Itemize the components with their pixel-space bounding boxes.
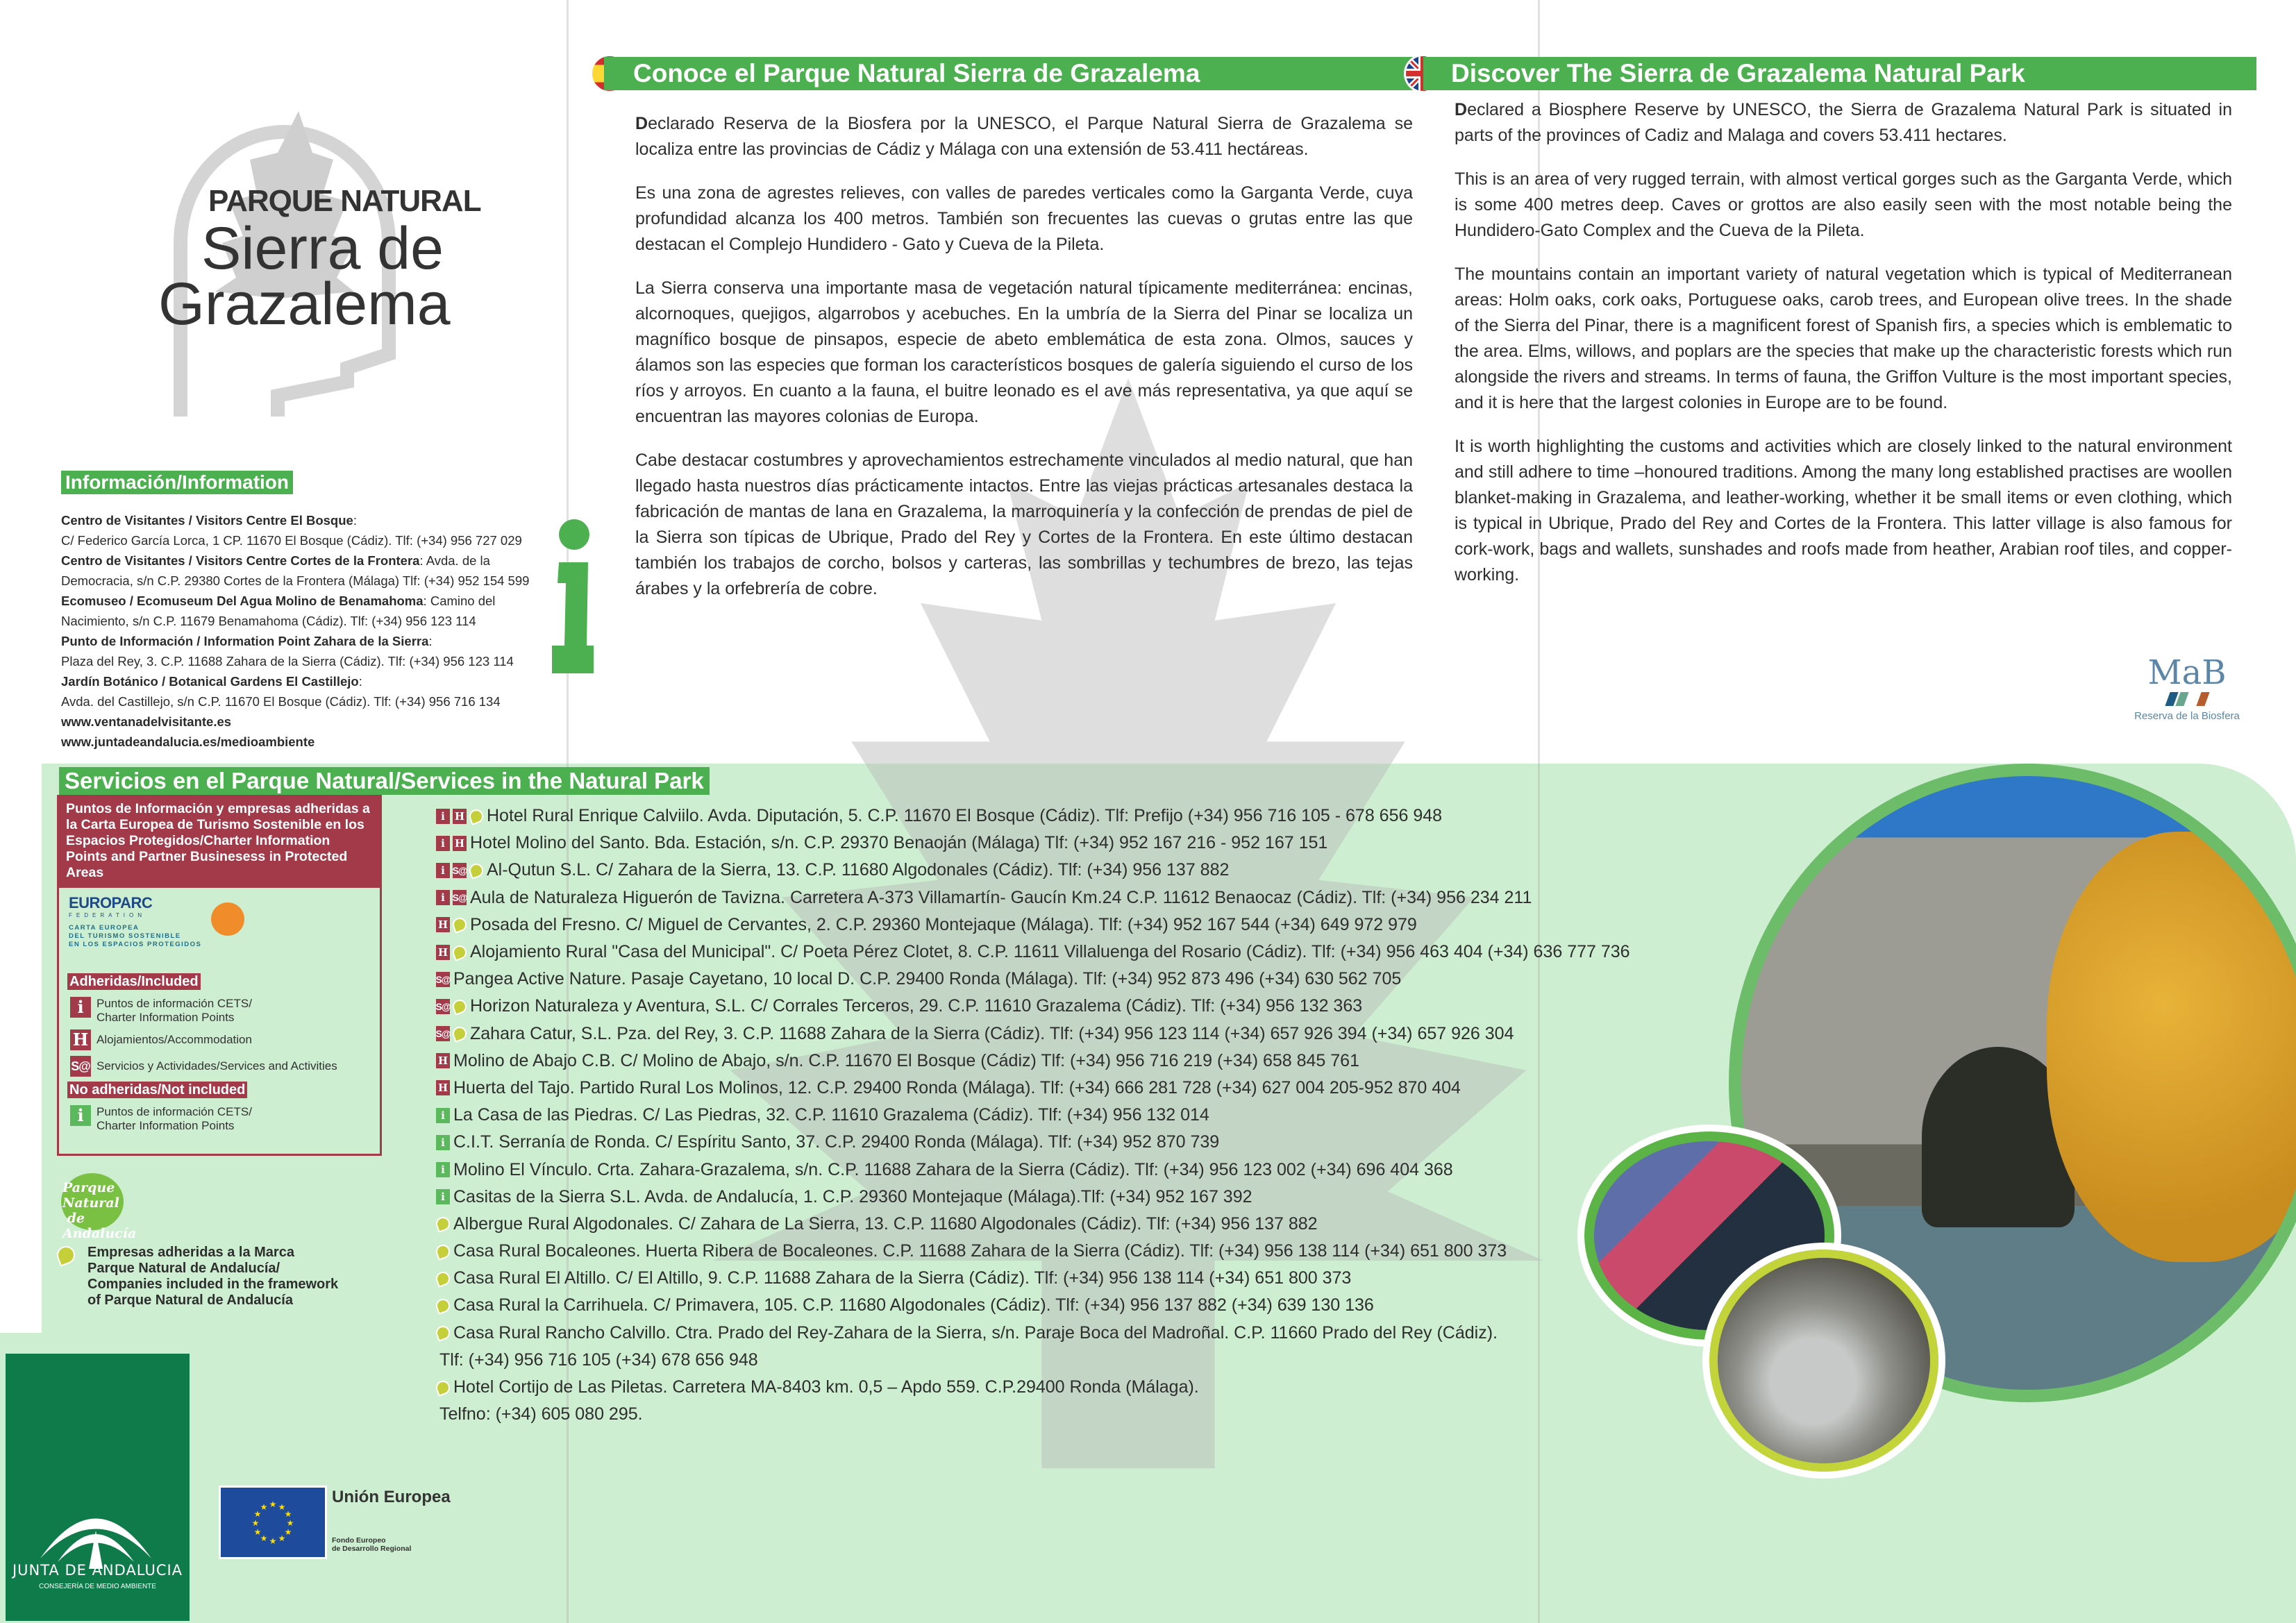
service-text: Hotel Cortijo de Las Piletas. Carretera MA-8403 km. 0,5 – Apdo 559. C.P.29400 Ronda (Málaga).: [453, 1377, 1199, 1397]
accommodation-icon: H: [453, 809, 467, 824]
leaf-icon: [434, 1324, 452, 1342]
english-paragraph: The mountains contain an important variety of natural vegetation which is typical of Mediterranean areas: Holm oaks, cork oaks, Portuguese oaks, carob trees, and European olive trees. In the shade of the Sierra del Pinar, there is a magnificent forest of Spanish firs, a species which is emblematic to the area. Elms, willows, and poplars are the species that make up the characteristic forests which run alongside the rivers and streams. In terms of fauna, the Griffon Vulture is the most important species, and it is here that the largest colonies in Europe are to be found.: [1455, 264, 2232, 412]
spanish-paragraph: Declarado Reserva de la Biosfera por la UNESCO, el Parque Natural Sierra de Grazalema se localiza entre las provincias de Cádiz y Málaga con una extensión de 53.411 hectáreas.: [635, 114, 1413, 159]
service-listing: [436, 1129, 1686, 1156]
service-text: Tlf: (+34) 956 716 105 (+34) 678 656 948: [439, 1349, 758, 1370]
marca-text-line: Parque Natural de Andalucía/: [87, 1261, 280, 1276]
leaf-icon: [451, 1025, 469, 1043]
charter-legend-box: [57, 795, 382, 1156]
service-icons: [436, 1162, 450, 1177]
info-entry-sep: :: [428, 634, 433, 648]
eu-subtitle-line: de Desarrollo Regional: [332, 1545, 412, 1553]
service-listing: [436, 802, 1686, 830]
leaf-icon: [467, 861, 485, 880]
service-icons: [436, 1381, 450, 1395]
info-entry-title: Centro de Visitantes / Visitors Centre Cortes de la Frontera: [61, 553, 420, 568]
service-text: Molino El Vínculo. Crta. Zahara-Grazalema, s/n. C.P. 11688 Zahara de la Sierra (Cádiz). Tlf: (+34) 956 123 002 (+34) 696 404 368: [453, 1159, 1453, 1179]
info-entry-detail: C/ Federico García Lorca, 1 CP. 11670 El Bosque (Cádiz). Tlf: (+34) 956 727 029: [61, 533, 522, 548]
svg-text:★: ★: [251, 1518, 260, 1528]
parque-natural-andalucia-logo: [57, 1173, 161, 1241]
english-section-header: Discover The Sierra de Grazalema Natural Park: [1423, 57, 2256, 90]
marca-legend: [57, 1245, 338, 1309]
service-icons: [436, 945, 467, 960]
info-point-icon: i: [436, 836, 450, 851]
junta-subtitle: CONSEJERÍA DE MEDIO AMBIENTE: [39, 1583, 156, 1590]
service-icons: [436, 1245, 450, 1259]
leaf-icon: [434, 1379, 452, 1397]
service-text: Pangea Active Nature. Pasaje Cayetano, 10 local D. C.P. 29400 Ronda (Málaga). Tlf: (+34) 952 873 496 (+34) 630 562 705: [453, 969, 1402, 989]
service-icons: [436, 1189, 450, 1204]
service-icons: [436, 1272, 450, 1286]
accommodation-icon: H: [436, 917, 450, 932]
leaf-icon: [451, 943, 469, 961]
logo-title-line3: Grazalema: [158, 271, 451, 337]
milk-cans-photo: [1709, 1250, 1938, 1472]
accommodation-icon: H: [70, 1029, 91, 1050]
services-activities-icon: S@: [453, 890, 467, 905]
english-text: [1455, 97, 2232, 606]
service-text: Telfno: (+34) 605 080 295.: [439, 1404, 643, 1424]
service-text: Casa Rural la Carrihuela. C/ Primavera, 105. C.P. 11680 Algodonales (Cádiz). Tlf: (+34) 956 137 882 (+34) 639 130 136: [453, 1295, 1374, 1315]
service-listing: [436, 1347, 1686, 1374]
info-entry-sep: :: [353, 513, 357, 528]
info-entry: [61, 591, 533, 631]
service-text: C.I.T. Serranía de Ronda. C/ Espíritu Santo, 37. C.P. 29400 Ronda (Málaga). Tlf: (+34) 952 870 739: [453, 1132, 1220, 1152]
service-icons: [436, 972, 450, 987]
info-point-icon: i: [436, 1189, 450, 1204]
leaf-icon: [467, 807, 485, 825]
leaf-icon: [54, 1243, 77, 1266]
legend-text: Servicios y Actividades/Services and Activities: [97, 1059, 337, 1073]
service-listing: [436, 1156, 1686, 1183]
spanish-paragraph: Es una zona de agrestes relieves, con valles de paredes verticales como la Garganta Verde, cuya profundidad alcanza los 400 metros. También son frecuentes las cuevas o grutas entre las que destacan el Complejo Hundidero - Gato y Cueva de la Pileta.: [635, 183, 1413, 254]
europarc-subtitle-line: EN LOS ESPACIOS PROTEGIDOS: [69, 941, 202, 948]
service-listing: [436, 966, 1686, 993]
legend-text: Alojamientos/Accommodation: [97, 1033, 252, 1046]
info-entry: [61, 671, 533, 712]
mab-caption: Reserva de la Biosfera: [2134, 710, 2240, 722]
service-listing: [436, 993, 1686, 1020]
europarc-federation: FEDERATION: [69, 912, 146, 918]
service-text: Casitas de la Sierra S.L. Avda. de Andalucía, 1. C.P. 29360 Montejaque (Málaga).Tlf: (+34) 952 167 392: [453, 1186, 1252, 1206]
marca-text-line: of Parque Natural de Andalucía: [87, 1293, 293, 1308]
english-paragraph: This is an area of very rugged terrain, with almost vertical gorges such as the Garganta Verde, which is some 400 metres deep. Caves or grottos are also easily seen with the most notable being the Hundidero-Gato Complex and the Cueva de la Pileta.: [1455, 169, 2232, 240]
services-activities-icon: S@: [436, 972, 450, 987]
eu-subtitle: [332, 1536, 411, 1553]
service-listing: [436, 1184, 1686, 1211]
drop-cap: D: [635, 114, 648, 133]
europarc-subtitle-line: CARTA EUROPEA: [69, 924, 140, 932]
service-listing: [436, 884, 1686, 911]
service-text: Posada del Fresno. C/ Miguel de Cervantes, 2. C.P. 29360 Montejaque (Málaga). Tlf: (+34) 952 167 544 (+34) 649 972 979: [470, 914, 1417, 934]
drop-cap: D: [1455, 100, 1468, 119]
spanish-paragraph: Cabe destacar costumbres y aprovechamientos estrechamente vinculados al medio natural, que han llegado hasta nuestros días prácticamente intactos. Entre las viejas prácticas artesanales destaca la fabricación de mantas de lana en Grazalema, la marroquinería y la confección de prendas de piel de la Sierra son típicas de Ubrique, Prado del Rey y Cortes de la Frontera. En este último destacan también los trabajos de corcho, bolsos y carteras, las sombrillas y techumbres de brezo, las tejas árabes y la orfebrería de cobre.: [635, 451, 1413, 598]
svg-text:★: ★: [253, 1509, 262, 1519]
info-point-icon: i: [436, 809, 450, 824]
information-list: [61, 510, 533, 752]
service-text: Horizon Naturaleza y Aventura, S.L. C/ Corrales Terceros, 29. C.P. 11610 Grazalema (Cádiz). Tlf: (+34) 956 132 363: [470, 996, 1363, 1016]
eu-flag-icon: [219, 1486, 327, 1559]
info-entry: [61, 510, 533, 550]
not-included-label: No adheridas/Not included: [67, 1082, 247, 1098]
pn-logo-text: [62, 1180, 161, 1241]
legend-text: Puntos de información CETS/: [97, 997, 252, 1010]
service-text: Casa Rural Rancho Calvillo. Ctra. Prado del Rey-Zahara de la Sierra, s/n. Paraje Boca del Madroñal. C.P. 11660 Prado del Rey (Cádiz).: [453, 1322, 1498, 1343]
included-label: Adheridas/Included: [67, 973, 201, 990]
svg-text:★: ★: [284, 1509, 292, 1519]
info-entry-title: Centro de Visitantes / Visitors Centre El Bosque: [61, 513, 353, 528]
english-paragraph: It is worth highlighting the customs and activities which are closely linked to the natural environment and still adhere to time –honoured traditions. Among the many long established practises are woollen blanket-making in Grazalema, and leather-working, whether it be small items or even clothing, which is typical in Ubrique, Prado del Rey and Cortes de la Frontera. This latter village is also famous for cork-work, bags and wallets, sunshades and roofs made from heather, Arabian roof tiles, and copper-working.: [1455, 437, 2232, 585]
info-point-icon: i: [70, 1105, 91, 1126]
service-icons: [436, 809, 483, 824]
europarc-subtitle: [69, 924, 277, 949]
legend-text: Puntos de información CETS/: [97, 1105, 252, 1118]
service-icons: [436, 863, 483, 878]
service-listing: [436, 1374, 1686, 1401]
spanish-text: [635, 111, 1413, 620]
service-icons: [436, 1299, 450, 1313]
legend-item: [70, 997, 252, 1025]
service-icons: [436, 1080, 450, 1095]
europarc-logo: [69, 894, 277, 964]
legend-item: [70, 1029, 252, 1050]
accommodation-icon: H: [436, 1080, 450, 1095]
svg-text:★: ★: [284, 1527, 292, 1537]
junta-andalucia-logo: [6, 1354, 190, 1621]
info-entry-title: Punto de Información / Information Point Zahara de la Sierra: [61, 634, 429, 648]
charter-title: Puntos de Información y empresas adheridas a la Carta Europea de Turismo Sostenible en los Espacios Protegidos/Charter Information Points and Partner Businesess in Protected Areas: [59, 797, 380, 888]
leaf-icon: [451, 998, 469, 1016]
svg-text:★: ★: [260, 1502, 268, 1512]
leaf-icon: [434, 1297, 452, 1315]
information-header: Información/Information: [61, 471, 293, 494]
service-icons: [436, 1053, 450, 1068]
service-text: Aula de Naturaleza Higuerón de Tavizna. Carretera A-373 Villamartín- Gaucín Km.24 C.P. 11612 Benaocaz (Cádiz). Tlf: (+34) 956 234 211: [470, 887, 1532, 907]
service-text: Casa Rural El Altillo. C/ El Altillo, 9. C.P. 11688 Zahara de la Sierra (Cádiz). Tlf: (+34) 956 138 114 (+34) 651 800 373: [453, 1268, 1352, 1288]
service-icons: [436, 890, 467, 905]
info-entry-sep: :: [419, 553, 424, 568]
marca-text-line: Companies included in the framework: [87, 1277, 339, 1292]
junta-name: JUNTA DE ANDALUCIA: [12, 1562, 183, 1579]
info-entry: [61, 631, 533, 671]
info-i-icon: [552, 562, 594, 680]
service-icons: [436, 836, 467, 851]
info-entry-sep: :: [423, 594, 427, 608]
services-activities-icon: S@: [453, 863, 467, 878]
service-listing: [436, 1048, 1686, 1075]
website-link[interactable]: www.juntadeandalucia.es/medioambiente: [61, 734, 315, 749]
europarc-globe-icon: [211, 902, 244, 936]
service-icons: [436, 1108, 450, 1123]
pn-logo-line: Parque Natural: [62, 1180, 119, 1211]
service-icons: [436, 1026, 467, 1041]
mab-mark: MaB: [2147, 653, 2227, 692]
autumn-tree: [2047, 832, 2296, 1262]
svg-text:★: ★: [253, 1527, 262, 1537]
leaf-icon: [451, 916, 469, 934]
service-listing: [436, 1320, 1686, 1347]
service-text: Huerta del Tajo. Partido Rural Los Molinos, 12. C.P. 29400 Ronda (Málaga). Tlf: (+34) 666 281 728 (+34) 627 004 205-952 870 404: [453, 1077, 1461, 1098]
info-entry-title: Jardín Botánico / Botanical Gardens El Castillejo: [61, 674, 359, 689]
eu-subtitle-line: Fondo Europeo: [332, 1536, 386, 1545]
spanish-section-header: Conoce el Parque Natural Sierra de Grazalema: [604, 57, 1439, 90]
mab-biosphere-logo: [2111, 653, 2263, 722]
service-listing: [436, 1020, 1686, 1048]
accommodation-icon: H: [453, 836, 467, 851]
info-point-icon: i: [436, 1135, 450, 1150]
info-point-icon: i: [436, 890, 450, 905]
service-text: Hotel Rural Enrique Calviilo. Avda. Diputación, 5. C.P. 11670 El Bosque (Cádiz). Tlf: Prefijo (+34) 956 716 105 - 678 656 948: [487, 806, 1443, 826]
service-icons: [436, 1326, 450, 1340]
info-entry-sep: :: [358, 674, 362, 689]
legend-item: [70, 1105, 252, 1133]
website-link[interactable]: www.ventanadelvisitante.es: [61, 714, 232, 729]
mab-stripes: [2111, 692, 2263, 706]
services-list: [436, 802, 1686, 1428]
info-entry-detail: Plaza del Rey, 3. C.P. 11688 Zahara de la Sierra (Cádiz). Tlf: (+34) 956 123 114: [61, 654, 514, 668]
europarc-name: EUROPARC: [69, 894, 153, 911]
info-entry-detail: Avda. del Castillejo, s/n C.P. 11670 El Bosque (Cádiz). Tlf: (+34) 956 716 134: [61, 694, 501, 709]
service-text: Hotel Molino del Santo. Bda. Estación, s/n. C.P. 29370 Benaoján (Málaga) Tlf: (+34) 952 167 216 - 952 167 151: [470, 833, 1328, 853]
info-point-icon: i: [436, 863, 450, 878]
svg-text:★: ★: [278, 1502, 286, 1512]
service-text: Molino de Abajo C.B. C/ Molino de Abajo, s/n. C.P. 11670 El Bosque (Cádiz) Tlf: (+34) 956 716 219 (+34) 658 845 761: [453, 1050, 1359, 1070]
info-point-icon: i: [436, 1108, 450, 1123]
service-icons: [436, 917, 467, 932]
junta-arch-icon: [33, 1492, 158, 1569]
svg-text:★: ★: [278, 1533, 286, 1543]
info-entry-detail: Camino del Nacimiento, s/n C.P. 11679 Benamahoma (Cádiz). Tlf: (+34) 956 123 114: [61, 594, 496, 628]
svg-text:★: ★: [269, 1536, 277, 1546]
legend-item: [70, 1056, 337, 1077]
service-listing: [436, 1075, 1686, 1102]
logo-title-line2: Sierra de: [201, 215, 444, 282]
service-listing: [436, 911, 1686, 939]
marca-text: [87, 1245, 338, 1309]
leaf-icon: [434, 1243, 452, 1261]
marca-text-line: Empresas adheridas a la Marca: [87, 1245, 294, 1260]
leaf-icon: [434, 1270, 452, 1288]
service-listing: [436, 1211, 1686, 1238]
service-text: Alojamiento Rural "Casa del Municipal". C/ Poeta Pérez Clotet, 8. C.P. 11611 Villaluenga del Rosario (Cádiz). Tlf: (+34) 956 463 404 (+34) 636 777 736: [470, 942, 1630, 962]
svg-text:★: ★: [260, 1533, 268, 1543]
service-text: Zahara Catur, S.L. Pza. del Rey, 3. C.P. 11688 Zahara de la Sierra (Cádiz). Tlf: (+34) 956 123 114 (+34) 657 926 394 (+34) 657 926 304: [470, 1023, 1514, 1043]
info-point-icon: i: [436, 1162, 450, 1177]
service-listing: [436, 1102, 1686, 1129]
service-listing: [436, 857, 1686, 884]
leaf-icon: [434, 1216, 452, 1234]
service-listing: [436, 1401, 1686, 1428]
services-header: Servicios en el Parque Natural/Services in the Natural Park: [59, 767, 710, 795]
accommodation-icon: H: [436, 1053, 450, 1068]
spanish-paragraph: La Sierra conserva una importante masa de vegetación natural típicamente mediterránea: encinas, alcornoques, quejigos, algarrobos y acebuches. En la umbría de la Sierra del Pinar se localiza un magnífico bosque de pinsapos, especie de abeto emblemática de esta zona. Olmos, sauces y álamos son las especies que forman los característicos bosques de galería siguiendo el curso de los ríos y arroyos. En cuanto a la fauna, el buitre leonado es el ave más representativa, ya que aquí se encuentran las mayores colonias de Europa.: [635, 278, 1413, 426]
info-entry-detail: Avda. de la Democracia, s/n C.P. 29380 Cortes de la Frontera (Málaga) Tlf: (+34) 952 154 599: [61, 553, 530, 588]
services-activities-icon: S@: [436, 1026, 450, 1041]
pn-logo-line: de Andalucía: [62, 1211, 137, 1241]
service-listing: [436, 830, 1686, 857]
service-icons: [436, 999, 467, 1014]
service-icons: [436, 1135, 450, 1150]
service-text: Albergue Rural Algodonales. C/ Zahara de La Sierra, 13. C.P. 11680 Algodonales (Cádiz). Tlf: (+34) 956 137 882: [453, 1213, 1318, 1234]
info-point-icon: i: [70, 997, 91, 1018]
service-text: Al-Qutun S.L. C/ Zahara de la Sierra, 13. C.P. 11680 Algodonales (Cádiz). Tlf: (+34) 956 137 882: [487, 860, 1230, 880]
europarc-subtitle-line: DEL TURISMO SOSTENIBLE: [69, 932, 181, 940]
accommodation-icon: H: [436, 945, 450, 960]
services-activities-icon: S@: [70, 1056, 91, 1077]
service-text: La Casa de las Piedras. C/ Las Piedras, 32. C.P. 11610 Grazalema (Cádiz). Tlf: (+34) 956 132 014: [453, 1105, 1209, 1125]
legend-text: Charter Information Points: [97, 1011, 235, 1024]
svg-text:★: ★: [269, 1499, 277, 1509]
service-listing: [436, 1238, 1686, 1265]
english-paragraph: Declared a Biosphere Reserve by UNESCO, the Sierra de Grazalema Natural Park is situated in parts of the provinces of Cadiz and Malaga and covers 53.411 hectares.: [1455, 100, 2232, 145]
info-entry: [61, 550, 533, 591]
service-listing: [436, 1265, 1686, 1292]
logo-title-line1: PARQUE NATURAL: [208, 184, 481, 218]
eu-title: Unión Europea: [332, 1488, 451, 1506]
info-entry-title: Ecomuseo / Ecomuseum Del Agua Molino de Benamahoma: [61, 594, 424, 608]
services-activities-icon: S@: [436, 999, 450, 1014]
service-listing: [436, 939, 1686, 966]
service-icons: [436, 1217, 450, 1231]
service-listing: [436, 1292, 1686, 1319]
service-text: Casa Rural Bocaleones. Huerta Ribera de Bocaleones. C.P. 11688 Zahara de la Sierra (Cádiz). Tlf: (+34) 956 138 114 (+34) 651 800 373: [453, 1241, 1507, 1261]
svg-text:★: ★: [286, 1518, 294, 1528]
info-i-icon-dot: [559, 519, 589, 550]
legend-text: Charter Information Points: [97, 1119, 235, 1132]
